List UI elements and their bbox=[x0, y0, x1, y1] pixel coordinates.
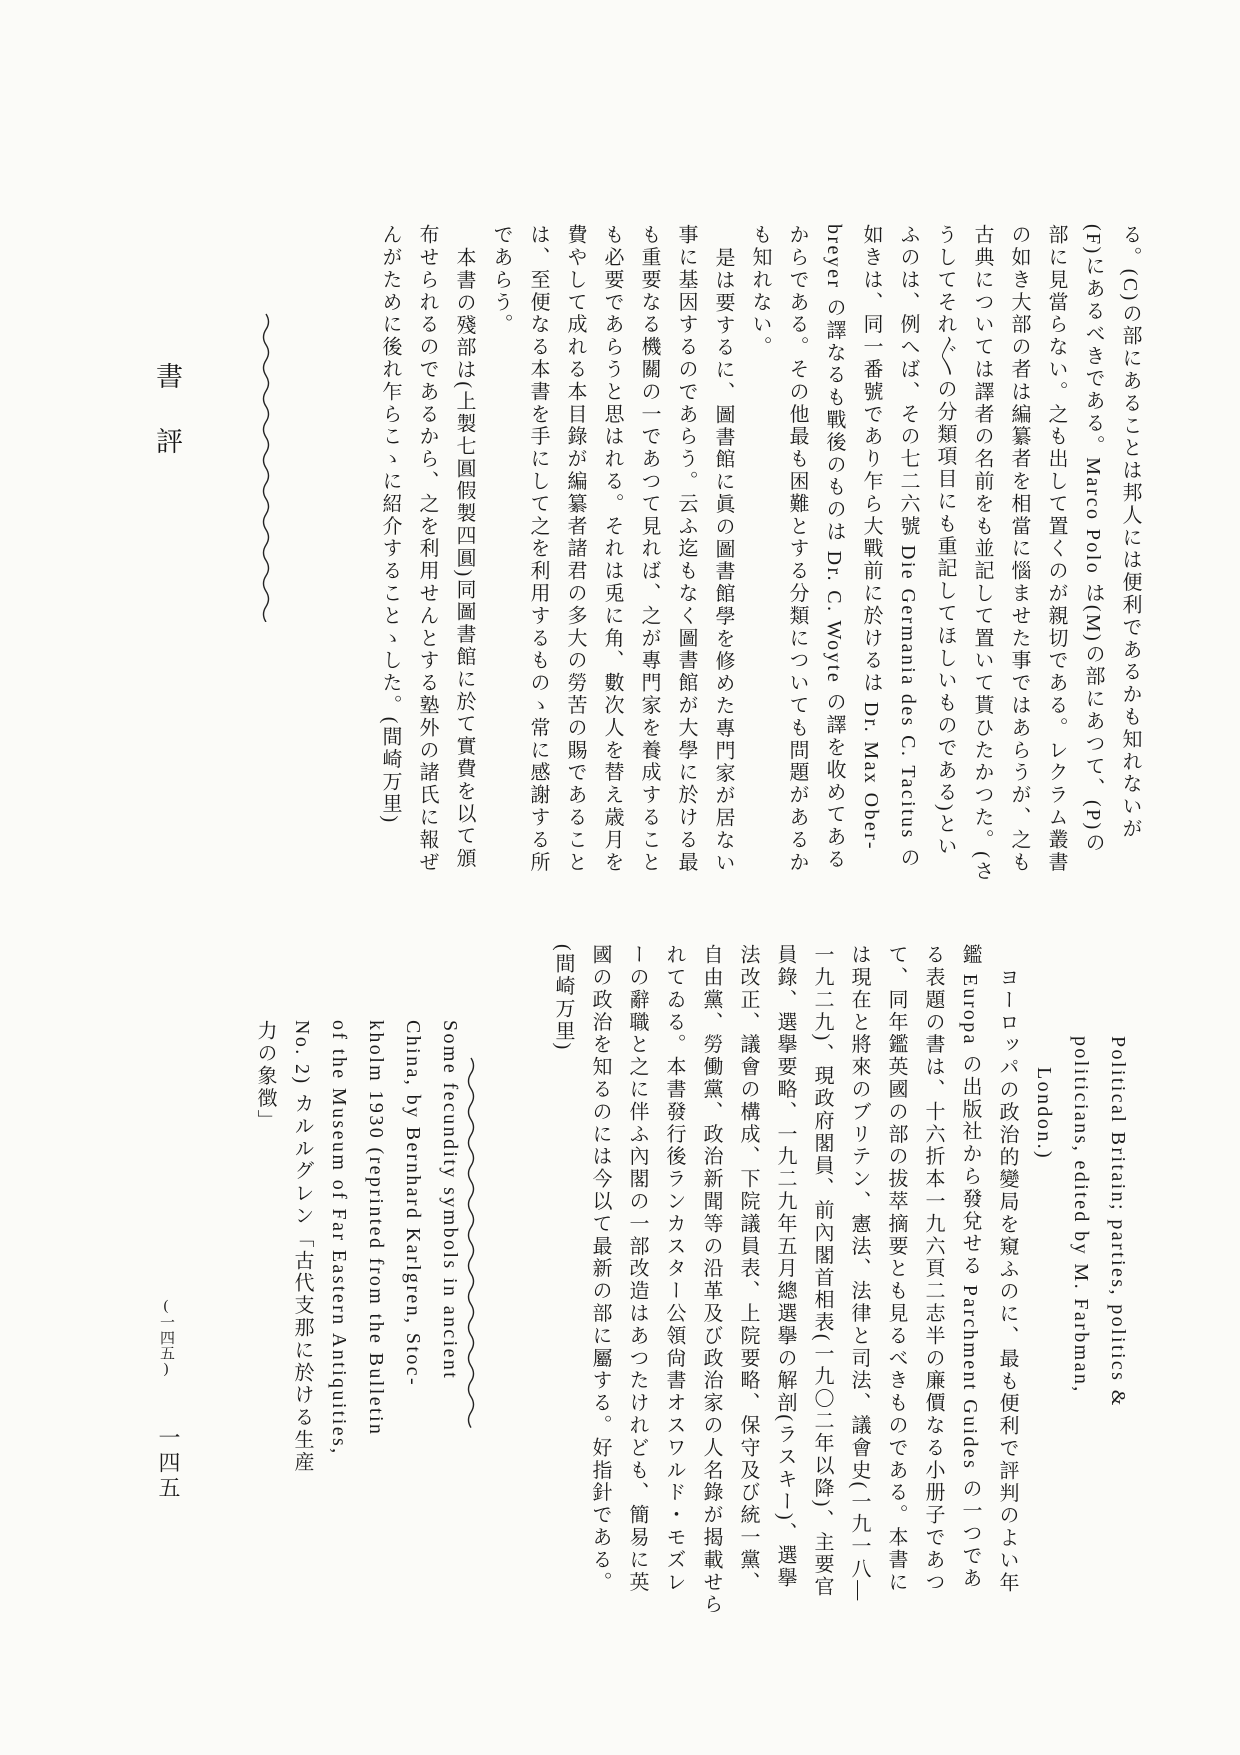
top-review-text bbox=[348, 224, 1148, 899]
text-column: 國の政治を知るのには今以て最新の部に屬する。好指針である。 bbox=[589, 944, 611, 1594]
text-column: は、至便なる本書を手にして之を利用するものゝ常に感謝する所 bbox=[527, 224, 549, 874]
text-column: うしてそれ〴〵の分類項目にも重記してほしいものである)とい bbox=[934, 224, 956, 858]
page-number: 一四五 bbox=[156, 1426, 181, 1501]
book-title-column: kholm 1930 (reprinted from the Bulletin bbox=[365, 1020, 387, 1437]
page-number-parenthesized: (一四五) bbox=[158, 1298, 174, 1378]
text-column: る表題の書は、十六折本一九六頁二志半の廉價なる小册子であつ bbox=[922, 944, 944, 1594]
section-header: 書評 bbox=[152, 362, 182, 492]
text-column: て、同年鑑英國の部の拔萃摘要とも見るべきものである。本書に bbox=[885, 944, 907, 1594]
political-britain-review bbox=[522, 944, 1136, 1624]
book-title-column: China, by Bernhard Karlgren, Stoc- bbox=[402, 1020, 424, 1388]
text-column: も重要なる機關の一であつて見れば、之が專門家を養成すること bbox=[638, 224, 660, 874]
text-column: 員錄、選擧要略、一九二九年五月總選擧の解剖(ラスキー)、選擧 bbox=[774, 944, 796, 1590]
fecundity-symbols-review-title bbox=[236, 944, 468, 1624]
text-column: ふのは、例へば、その七二六號 Die Germania des C. Tacitus の bbox=[897, 224, 919, 870]
text-column: 本書の殘部は(上製七圓假製四圓)同圖書館に於て實費を以て頒 bbox=[453, 247, 475, 870]
reviewer-signature: (間崎万里) bbox=[552, 944, 574, 1052]
book-title-column: of the Museum of Far Eastern Antiquities, bbox=[328, 1020, 350, 1456]
text-column: 一九二九)、現政府閣員、前內閣首相表(一九〇二年以降)、主要官 bbox=[811, 944, 833, 1599]
text-column: の如き大部の者は編纂者を相當に惱ませた事ではあらうが、之も bbox=[1008, 224, 1030, 874]
text-column-with-signature: んがために後れ乍らこゝに紹介することゝした。(間崎万里) bbox=[379, 224, 401, 825]
book-title-column: Some fecundity symbols in ancient bbox=[439, 1020, 461, 1381]
text-column: 自由黨、勞働黨、政治新聞等の沿革及び政治家の人名錄が揭載せら bbox=[700, 944, 722, 1616]
text-column: 布せられるのであるから、之を利用せんとする塾外の諸氏に報ぜ bbox=[416, 224, 438, 874]
text-column: 是は要するに、圖書館に眞の圖書館學を修めた專門家が居ない bbox=[712, 247, 734, 875]
text-column: 鑑 Europa の出版社から發兌せる Parchment Guides の一つであ bbox=[959, 944, 981, 1590]
text-column: 費やして成れる本目錄が編纂者諸君の多大の勞苦の賜であること bbox=[564, 224, 586, 874]
text-column: 部に見當らない。之も出して置くのが親切である。レクラム叢書 bbox=[1045, 224, 1067, 874]
text-column: (F)にあるべきである。Marco Polo は(M)の部にあつて、(P)の bbox=[1082, 224, 1104, 855]
book-title-column: politicians, edited by M. Farbman, bbox=[1070, 1036, 1092, 1394]
text-column: breyer の譯なるも戰後のものは Dr. C. Woyte の譯を收めてある bbox=[823, 224, 845, 871]
book-title-column: Political Britain; parties, politics & bbox=[1107, 1036, 1129, 1408]
text-column: る。(C)の部にあることは邦人には便利であるかも知れないが bbox=[1119, 224, 1141, 841]
book-title-column: No. 2) カルルグレン「古代支那に於ける生産 bbox=[291, 1020, 313, 1474]
text-column: からである。その他最も困難とする分類についても問題があるか bbox=[786, 224, 808, 874]
text-column: も知れない。 bbox=[749, 224, 771, 359]
text-column: 如きは、同一番號であり乍ら大戰前に於けるは Dr. Max Ober- bbox=[860, 224, 882, 851]
text-column: は現在と將來のブリテン、憲法、法律と司法、議會史(一九一八— bbox=[848, 944, 870, 1603]
text-column: 事に基因するのであらう。云ふ迄もなく圖書館が大學に於ける最 bbox=[675, 224, 697, 874]
text-column: 古典については譯者の名前をも並記して置いて貰ひたかつた。(さ bbox=[971, 224, 993, 883]
text-column: ーの辭職と之に伴ふ內閣の一部改造はあつたけれども、簡易に英 bbox=[626, 944, 648, 1594]
wavy-separator bbox=[261, 312, 271, 622]
text-column: であらう。 bbox=[490, 224, 512, 336]
book-title-column: 力の象徴」 bbox=[254, 1020, 276, 1132]
book-title-column: London.) bbox=[1033, 1067, 1055, 1161]
text-column: 法改正、議會の構成、下院議員表、上院要略、保守及び統一黨、 bbox=[737, 944, 759, 1594]
text-column: も必要であらうと思はれる。それは兎に角、數次人を替え歳月を bbox=[601, 224, 623, 874]
text-column: れてゐる。本書發行後ランカスター公領尙書オスワルド・モズレ bbox=[663, 944, 685, 1594]
text-column: ヨーロッパの政治的變局を窺ふのに、最も便利で評判のよい年 bbox=[996, 967, 1018, 1595]
